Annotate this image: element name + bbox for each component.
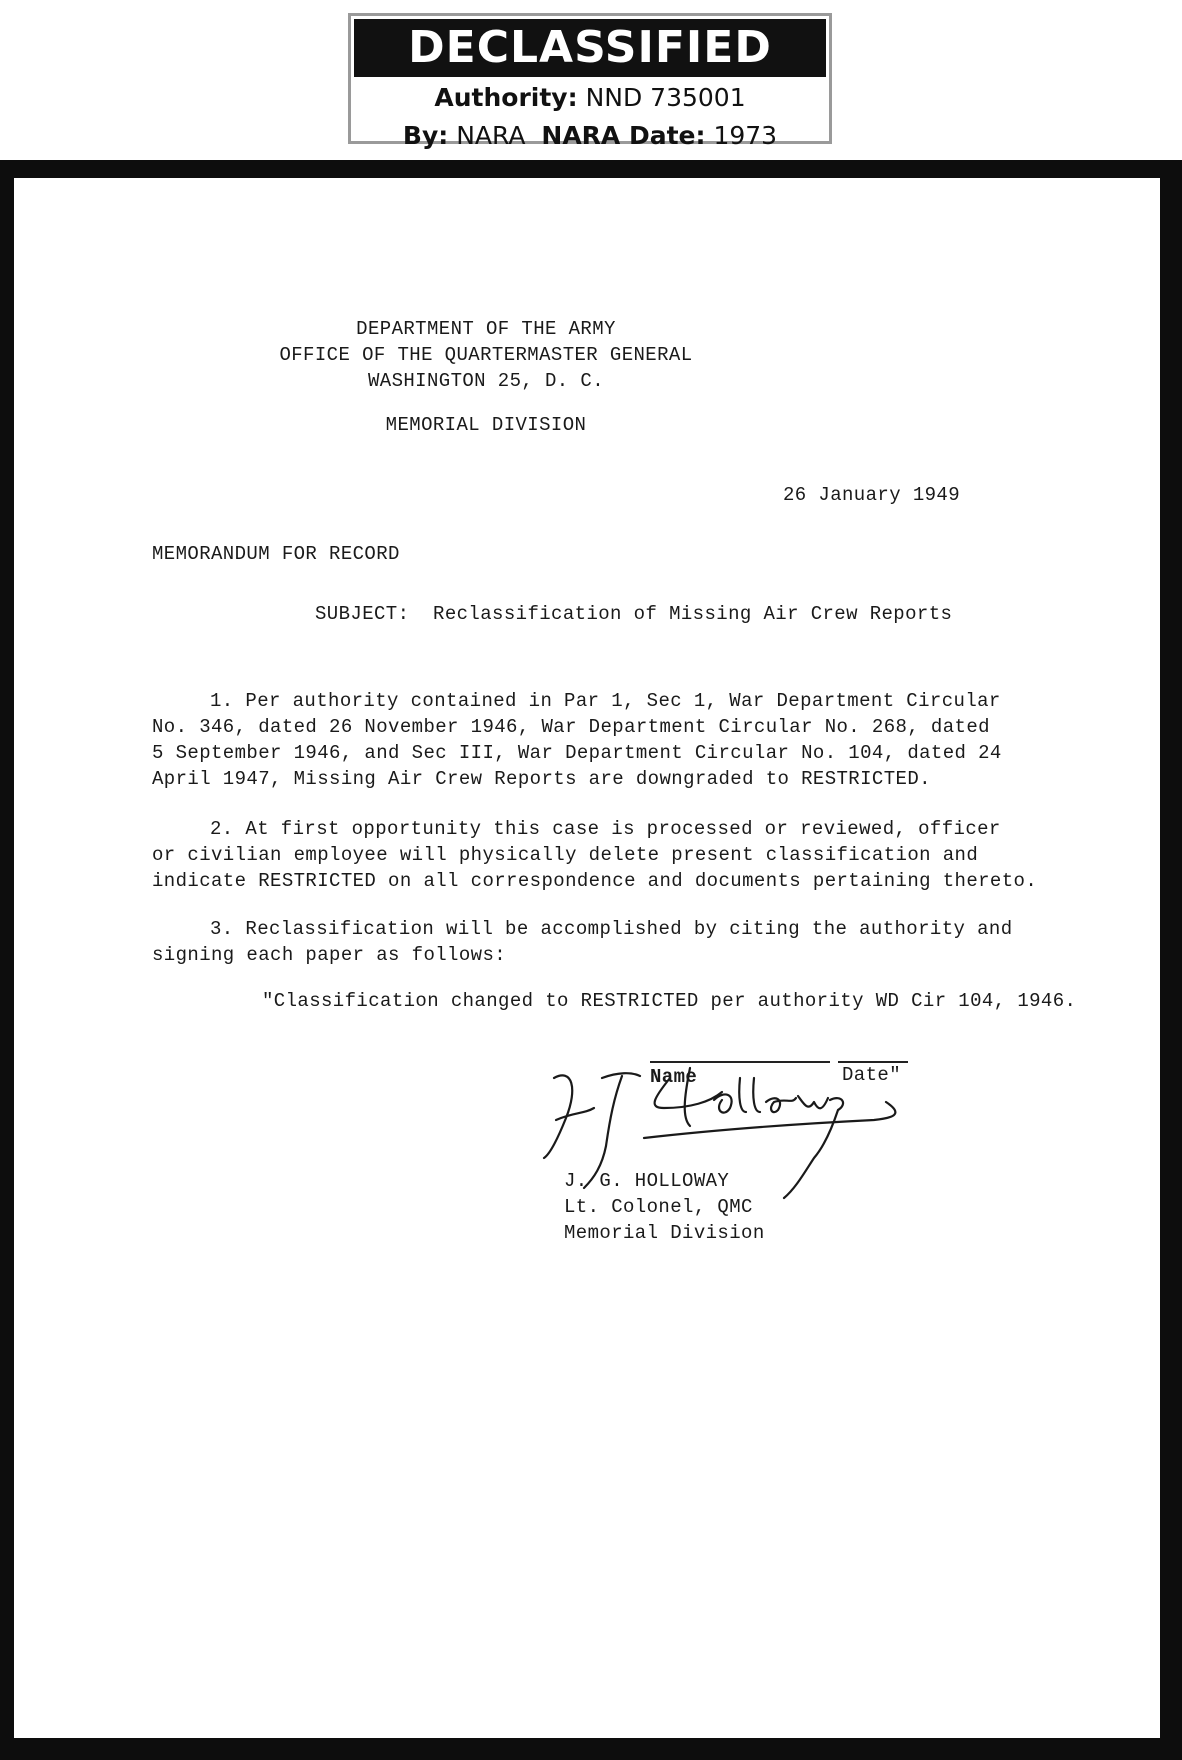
- letterhead-office: OFFICE OF THE QUARTERMASTER GENERAL: [279, 344, 693, 366]
- classification-quote: "Classification changed to RESTRICTED per authority WD Cir 104, 1946.: [262, 990, 1077, 1012]
- signer-name: J. G. HOLLOWAY: [564, 1170, 730, 1192]
- memo-paper: [14, 178, 1160, 1738]
- para3-line2: signing each paper as follows:: [152, 944, 507, 966]
- stamp-title: DECLASSIFIED: [354, 19, 826, 77]
- letterhead-department: DEPARTMENT OF THE ARMY: [356, 318, 616, 340]
- stamp-date-label: NARA Date:: [541, 121, 706, 150]
- para1-line2: No. 346, dated 26 November 1946, War Department Circular No. 268, dated: [152, 716, 990, 738]
- stamp-authority-value: NND 735001: [585, 83, 746, 112]
- stamp-by-value: NARA: [456, 121, 526, 150]
- subject-label: SUBJECT:: [315, 603, 410, 625]
- para2-line3: indicate RESTRICTED on all correspondence and documents pertaining thereto.: [152, 870, 1038, 892]
- declassified-stamp: [348, 13, 832, 150]
- signer-rank: Lt. Colonel, QMC: [564, 1196, 753, 1218]
- stamp-authority-line: [351, 83, 829, 112]
- subject-line: [315, 603, 952, 625]
- letterhead-division: MEMORIAL DIVISION: [385, 414, 587, 436]
- signer-unit: Memorial Division: [564, 1222, 765, 1244]
- para3-line1: 3. Reclassification will be accomplished by citing the authority and: [210, 918, 1013, 940]
- memo-heading: MEMORANDUM FOR RECORD: [152, 543, 400, 565]
- para1-line4: April 1947, Missing Air Crew Reports are downgraded to RESTRICTED.: [152, 768, 931, 790]
- stamp-by-line: [351, 121, 829, 150]
- stamp-date-value: 1973: [713, 121, 778, 150]
- memo-date: 26 January 1949: [783, 484, 961, 506]
- date-label: Date": [842, 1064, 902, 1086]
- para1-line3: 5 September 1946, and Sec III, War Department Circular No. 104, dated 24: [152, 742, 1002, 764]
- scanned-page-frame: [0, 160, 1182, 1760]
- stamp-by-label: By:: [402, 121, 449, 150]
- subject-text: Reclassification of Missing Air Crew Reports: [433, 603, 953, 625]
- para2-line2: or civilian employee will physically delete present classification and: [152, 844, 979, 866]
- stamp-authority-label: Authority:: [434, 83, 578, 112]
- para1-line1: 1. Per authority contained in Par 1, Sec 1, War Department Circular: [210, 690, 1001, 712]
- letterhead-address: WASHINGTON 25, D. C.: [367, 370, 605, 392]
- name-label: Name: [650, 1066, 698, 1088]
- para2-line1: 2. At first opportunity this case is processed or reviewed, officer: [210, 818, 1001, 840]
